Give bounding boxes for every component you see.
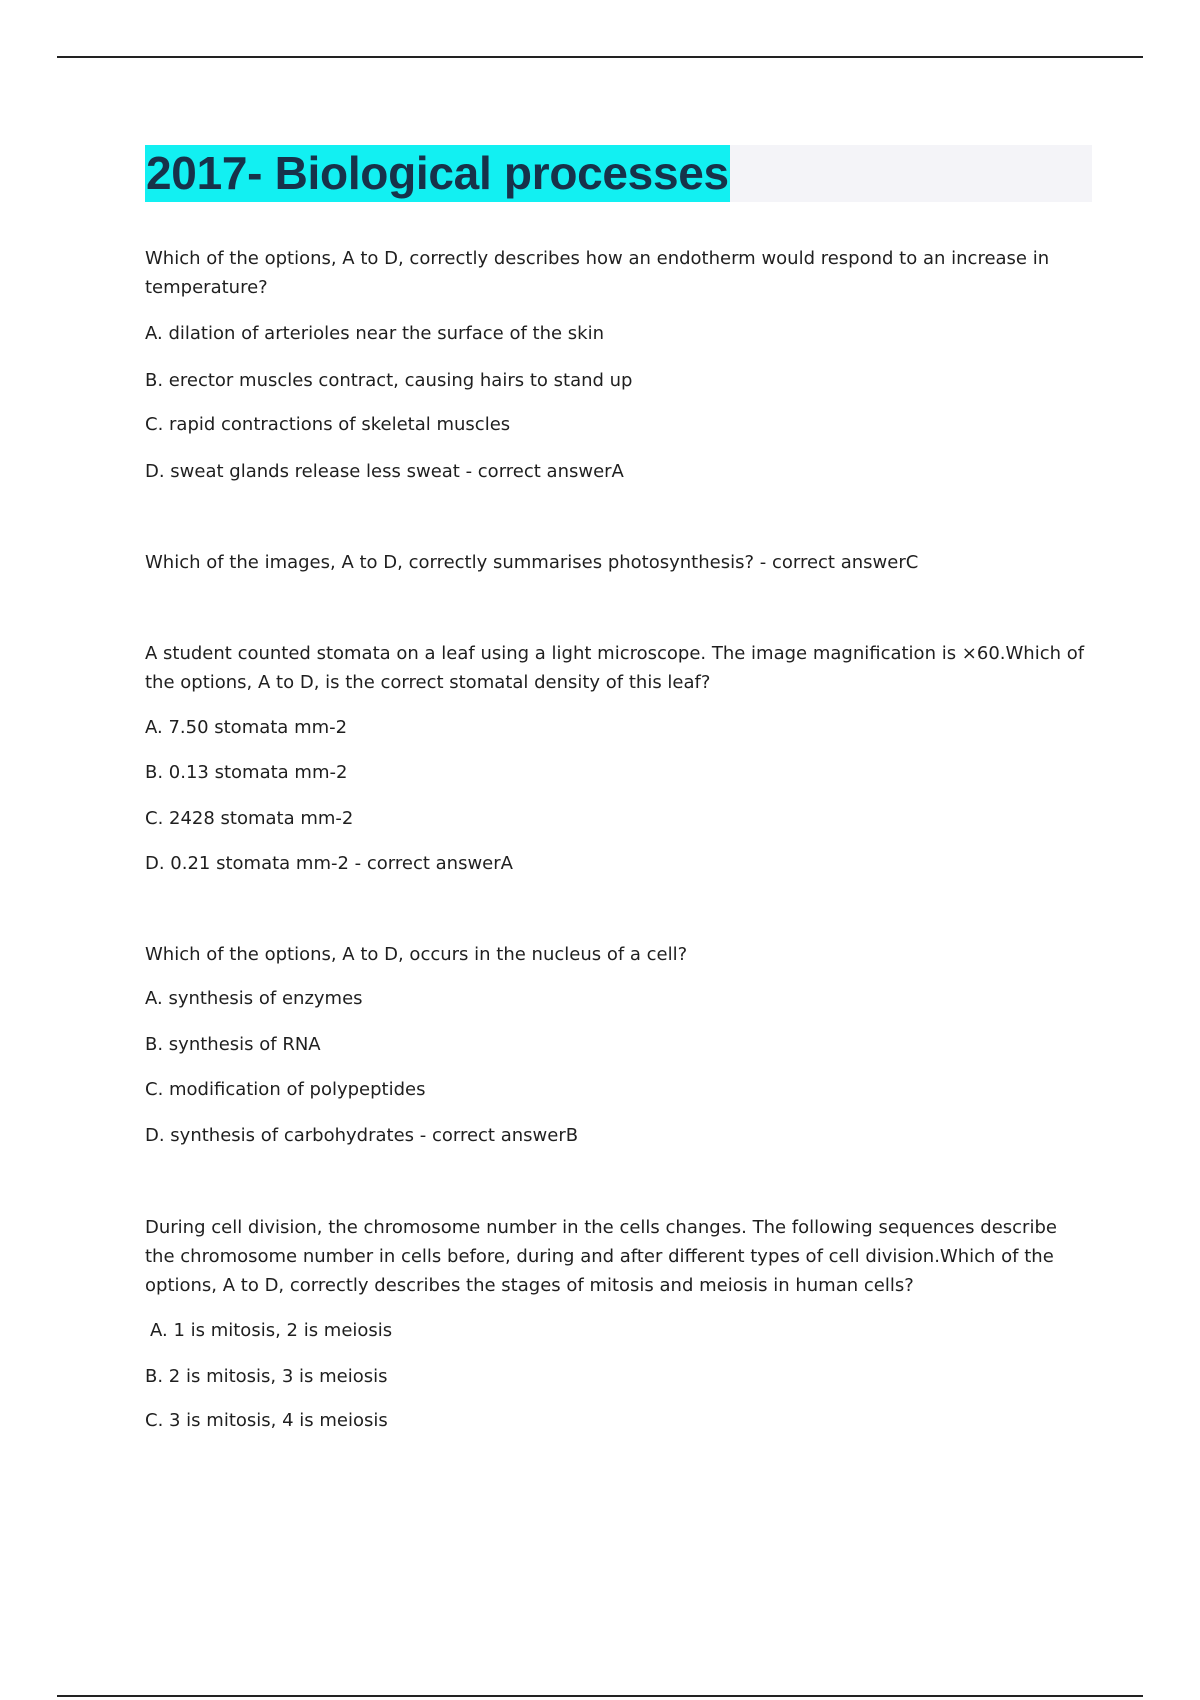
question-3-option-d: D. 0.21 stomata mm-2 - correct answerA (145, 853, 513, 874)
question-1-option-c: C. rapid contractions of skeletal muscles (145, 414, 511, 435)
question-4-option-c: C. modification of polypeptides (145, 1079, 426, 1100)
question-3-option-a: A. 7.50 stomata mm-2 (145, 717, 348, 738)
question-5-option-a: A. 1 is mitosis, 2 is meiosis (150, 1320, 393, 1341)
question-3-option-c: C. 2428 stomata mm-2 (145, 808, 354, 829)
question-4-text: Which of the options, A to D, occurs in the nucleus of a cell? (145, 944, 688, 965)
question-3-option-b: B. 0.13 stomata mm-2 (145, 762, 348, 783)
question-1-option-d: D. sweat glands release less sweat - correct answerA (145, 461, 624, 482)
question-1-text: Which of the options, A to D, correctly describes how an endotherm would respond to an increase in temperature? (145, 248, 1050, 298)
question-5-text: During cell division, the chromosome number in the cells changes. The following sequences describe the chromosome number in cells before, during and after different types of cell division.Which of the options, A to D, correctly describes the stages of mitosis and meiosis in human cells? (145, 1217, 1057, 1296)
page-title: 2017- Biological processes (145, 145, 730, 202)
question-4-option-b: B. synthesis of RNA (145, 1034, 321, 1055)
question-1-option-b: B. erector muscles contract, causing hairs to stand up (145, 370, 633, 391)
bottom-rule (57, 1695, 1143, 1697)
question-3-text: A student counted stomata on a leaf using a light microscope. The image magnification is ×60.Which of the options, A to D, is the correct stomatal density of this leaf? (145, 643, 1085, 693)
top-rule (57, 56, 1143, 58)
question-4-option-a: A. synthesis of enzymes (145, 988, 363, 1009)
question-2-text: Which of the images, A to D, correctly summarises photosynthesis? - correct answerC (145, 552, 919, 573)
question-5-option-b: B. 2 is mitosis, 3 is meiosis (145, 1366, 388, 1387)
question-1-option-a: A. dilation of arterioles near the surface of the skin (145, 323, 605, 344)
question-5-option-c: C. 3 is mitosis, 4 is meiosis (145, 1410, 388, 1431)
question-4-option-d: D. synthesis of carbohydrates - correct answerB (145, 1125, 579, 1146)
